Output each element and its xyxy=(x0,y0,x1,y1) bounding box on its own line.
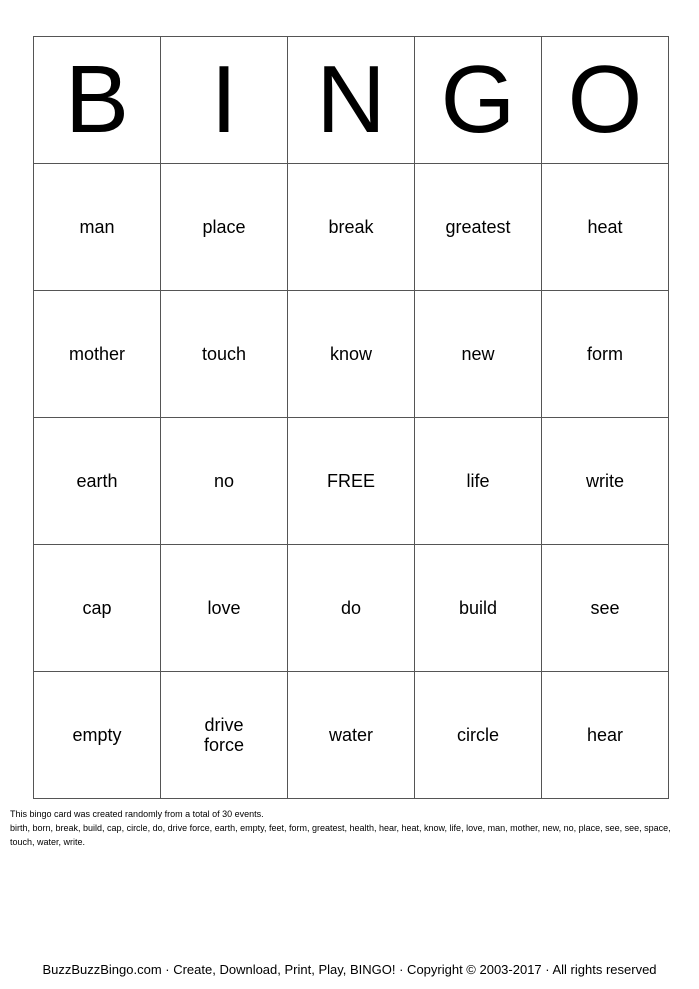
header-letter-g: G xyxy=(415,37,542,164)
info-events-list: birth, born, break, build, cap, circle, do, drive force, earth, empty, feet, form, greatest, health, hear, heat, know, life, love, man, mother, new, no, place, see, see, space, touch, water, write. xyxy=(10,823,671,847)
card-cell: love xyxy=(161,545,288,672)
card-cell: heat xyxy=(542,164,669,291)
info-summary: This bingo card was created randomly from a total of 30 events. xyxy=(10,809,264,819)
header-letter-n: N xyxy=(288,37,415,164)
header-letter-b: B xyxy=(34,37,161,164)
card-cell: no xyxy=(161,418,288,545)
header-letter-o: O xyxy=(542,37,669,164)
card-cell: place xyxy=(161,164,288,291)
bingo-card xyxy=(33,36,669,799)
card-row xyxy=(34,291,669,418)
card-cell: life xyxy=(415,418,542,545)
card-cell: earth xyxy=(34,418,161,545)
card-cell: cap xyxy=(34,545,161,672)
header-letter-i: I xyxy=(161,37,288,164)
card-cell: greatest xyxy=(415,164,542,291)
card-cell: form xyxy=(542,291,669,418)
card-cell xyxy=(161,672,288,799)
card-cell-text: drive force xyxy=(203,715,245,755)
card-cell: see xyxy=(542,545,669,672)
card-cell: know xyxy=(288,291,415,418)
card-cell: build xyxy=(415,545,542,672)
card-cell: do xyxy=(288,545,415,672)
card-cell: new xyxy=(415,291,542,418)
card-row xyxy=(34,164,669,291)
card-cell: water xyxy=(288,672,415,799)
card-cell: mother xyxy=(34,291,161,418)
card-cell: circle xyxy=(415,672,542,799)
footer-copyright: BuzzBuzzBingo.com · Create, Download, Print, Play, BINGO! · Copyright © 2003-2017 · All rights reserved xyxy=(42,962,657,977)
card-row xyxy=(34,545,669,672)
card-cell: write xyxy=(542,418,669,545)
card-info xyxy=(10,807,690,849)
card-row xyxy=(34,672,669,799)
card-cell: touch xyxy=(161,291,288,418)
card-cell: man xyxy=(34,164,161,291)
card-row xyxy=(34,418,669,545)
card-cell: break xyxy=(288,164,415,291)
header-row xyxy=(34,37,669,164)
card-cell: empty xyxy=(34,672,161,799)
free-space-cell: FREE xyxy=(288,418,415,545)
card-cell: hear xyxy=(542,672,669,799)
